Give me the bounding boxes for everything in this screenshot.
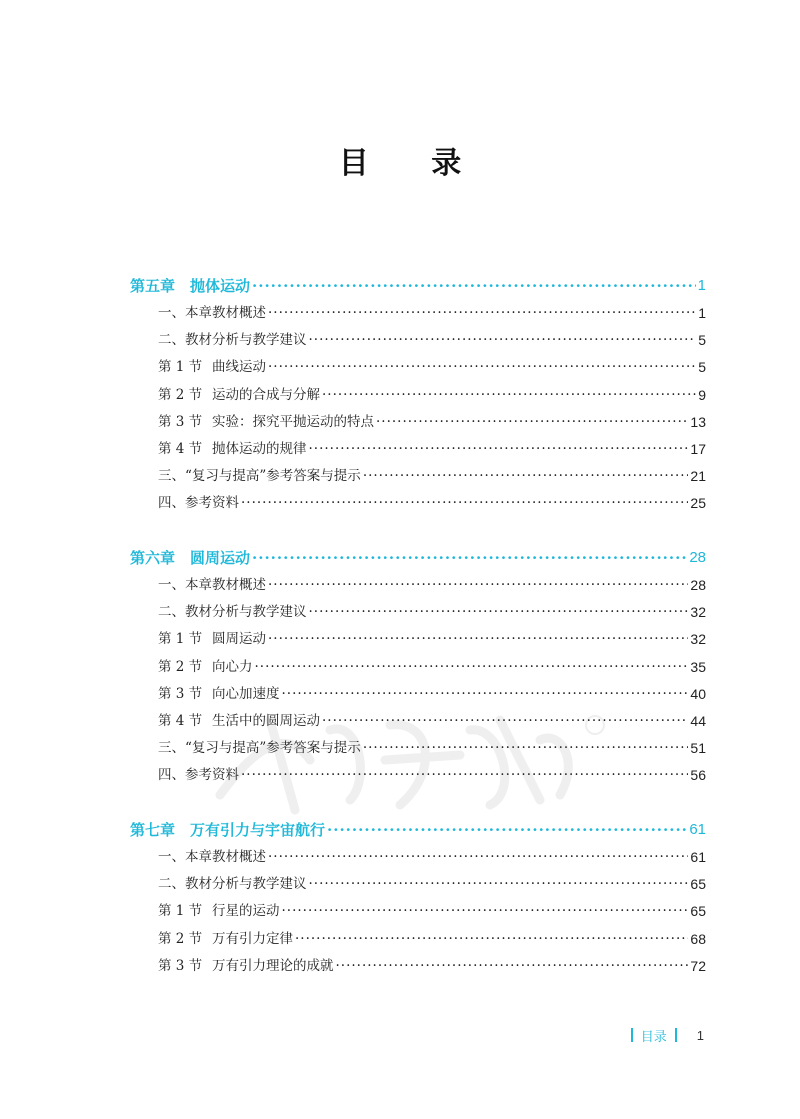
item-page-number: 17 (690, 441, 706, 457)
item-title: 向心力 (212, 658, 253, 675)
item-title: 圆周运动 (212, 631, 266, 648)
item-page-number: 32 (690, 631, 706, 648)
item-label (158, 929, 293, 949)
item-label (158, 493, 239, 513)
item-label (158, 901, 280, 921)
item-page-number: 35 (690, 658, 706, 675)
dot-leader (268, 575, 688, 595)
toc-item-row[interactable] (158, 602, 706, 622)
section-number: 第 1 节 (158, 631, 203, 648)
chapter-title: 第五章 抛体运动 (130, 277, 251, 295)
toc-section-row[interactable] (158, 629, 706, 649)
toc-section-row[interactable] (158, 929, 706, 949)
item-title: 一、本章教材概述 (158, 577, 266, 593)
item-label (158, 847, 266, 867)
section-number: 第 2 节 (158, 658, 203, 675)
page-number: 1 (696, 1027, 704, 1043)
dot-leader (336, 956, 689, 976)
toc-section-row[interactable] (158, 711, 706, 731)
footer-divider-right (675, 1028, 677, 1042)
item-title: 三、“复习与提高”参考答案与提示 (158, 468, 361, 485)
item-label (158, 684, 280, 704)
item-title: 抛体运动的规律 (212, 441, 307, 457)
item-title: 一、本章教材概述 (158, 849, 266, 865)
item-page-number: 9 (698, 386, 706, 403)
item-label (158, 602, 307, 622)
dot-leader (322, 711, 688, 731)
item-page-number: 68 (690, 930, 706, 947)
toc-item-row[interactable] (158, 575, 706, 595)
item-page-number: 56 (690, 767, 706, 784)
footer-divider-left (631, 1028, 633, 1042)
toc-chapter-row[interactable] (130, 548, 706, 568)
item-title: 曲线运动 (212, 359, 266, 376)
item-label (158, 330, 307, 350)
item-label (158, 385, 320, 405)
item-title: 实验：探究平抛运动的特点 (212, 413, 374, 430)
item-title: 三、“复习与提高”参考答案与提示 (158, 740, 361, 757)
dot-leader (268, 847, 688, 867)
section-number: 第 4 节 (158, 713, 203, 729)
chapter-page-number: 1 (697, 277, 706, 294)
dot-leader (309, 602, 689, 622)
section-number: 第 2 节 (158, 930, 203, 947)
dot-leader (327, 820, 687, 840)
toc-item-row[interactable] (158, 330, 706, 350)
dot-leader (309, 439, 689, 459)
dot-leader (295, 929, 688, 949)
toc-section-row[interactable] (158, 901, 706, 921)
chapter-page-number: 28 (689, 549, 706, 566)
dot-leader (252, 548, 687, 568)
chapter-page-number: 61 (689, 821, 706, 838)
section-number: 第 3 节 (158, 957, 203, 974)
section-number: 第 4 节 (158, 441, 203, 457)
item-page-number: 21 (690, 468, 706, 485)
toc-section-row[interactable] (158, 357, 706, 377)
toc-item-row[interactable] (158, 738, 706, 758)
dot-leader (309, 330, 697, 350)
item-label (158, 575, 266, 595)
item-label (158, 765, 239, 785)
toc-item-row[interactable] (158, 847, 706, 867)
dot-leader (363, 738, 689, 758)
toc-chapter-row[interactable] (130, 276, 706, 296)
item-title: 向心加速度 (212, 685, 280, 702)
item-title: 二、教材分析与教学建议 (158, 604, 307, 621)
dot-leader (255, 657, 689, 677)
item-page-number: 25 (690, 495, 706, 512)
item-page-number: 72 (690, 957, 706, 974)
item-title: 四、参考资料 (158, 767, 239, 784)
dot-leader (241, 493, 688, 513)
toc-section-row[interactable] (158, 385, 706, 405)
item-title: 万有引力理论的成就 (212, 957, 334, 974)
item-label (158, 357, 266, 377)
item-title: 一、本章教材概述 (158, 305, 266, 321)
toc-section-row[interactable] (158, 956, 706, 976)
item-label (158, 956, 334, 976)
item-page-number: 32 (690, 604, 706, 621)
dot-leader (322, 385, 696, 405)
toc-item-row[interactable] (158, 493, 706, 513)
toc-section-row[interactable] (158, 412, 706, 432)
item-page-number: 13 (690, 413, 706, 430)
dot-leader (363, 466, 689, 486)
item-title: 行星的运动 (212, 903, 280, 920)
toc-item-row[interactable] (158, 466, 706, 486)
item-label (158, 412, 374, 432)
item-title: 万有引力定律 (212, 930, 293, 947)
item-label (158, 657, 253, 677)
dot-leader (268, 303, 696, 323)
item-label (158, 303, 266, 323)
dot-leader (282, 684, 689, 704)
item-page-number: 5 (698, 359, 706, 376)
toc-item-row[interactable] (158, 303, 706, 323)
item-title: 四、参考资料 (158, 495, 239, 512)
section-number: 第 1 节 (158, 903, 203, 920)
section-number: 第 3 节 (158, 413, 203, 430)
item-label (158, 439, 307, 459)
item-page-number: 65 (690, 876, 706, 893)
section-number: 第 2 节 (158, 386, 203, 403)
item-label (158, 738, 361, 758)
toc-item-row[interactable] (158, 874, 706, 894)
dot-leader (268, 629, 688, 649)
toc-chapter-row[interactable] (130, 820, 706, 840)
toc-section-row[interactable] (158, 684, 706, 704)
item-label (158, 874, 307, 894)
section-number: 第 3 节 (158, 685, 203, 702)
page-title: 目 录 (338, 146, 488, 181)
item-title: 二、教材分析与教学建议 (158, 876, 307, 893)
item-label (158, 711, 320, 731)
toc-section-row[interactable] (158, 657, 706, 677)
item-page-number: 44 (690, 713, 706, 729)
item-page-number: 1 (698, 305, 706, 321)
dot-leader (376, 412, 688, 432)
chapter-title: 第六章 圆周运动 (130, 549, 251, 567)
item-title: 二、教材分析与教学建议 (158, 332, 307, 349)
item-label (158, 466, 361, 486)
dot-leader (282, 901, 689, 921)
section-number: 第 1 节 (158, 359, 203, 376)
dot-leader (309, 874, 689, 894)
toc-section-row[interactable] (158, 439, 706, 459)
dot-leader (252, 276, 696, 296)
dot-leader (268, 357, 696, 377)
item-page-number: 5 (698, 332, 706, 349)
item-page-number: 51 (690, 740, 706, 757)
dot-leader (241, 765, 688, 785)
item-title: 生活中的圆周运动 (212, 713, 320, 729)
item-page-number: 65 (690, 903, 706, 920)
item-label (158, 629, 266, 649)
toc-item-row[interactable] (158, 765, 706, 785)
item-page-number: 40 (690, 685, 706, 702)
item-title: 运动的合成与分解 (212, 386, 320, 403)
chapter-title: 第七章 万有引力与宇宙航行 (130, 821, 326, 839)
item-page-number: 28 (690, 577, 706, 593)
footer-section-label: 目录 (640, 1028, 667, 1044)
page-footer (623, 1026, 704, 1044)
item-page-number: 61 (690, 849, 706, 865)
